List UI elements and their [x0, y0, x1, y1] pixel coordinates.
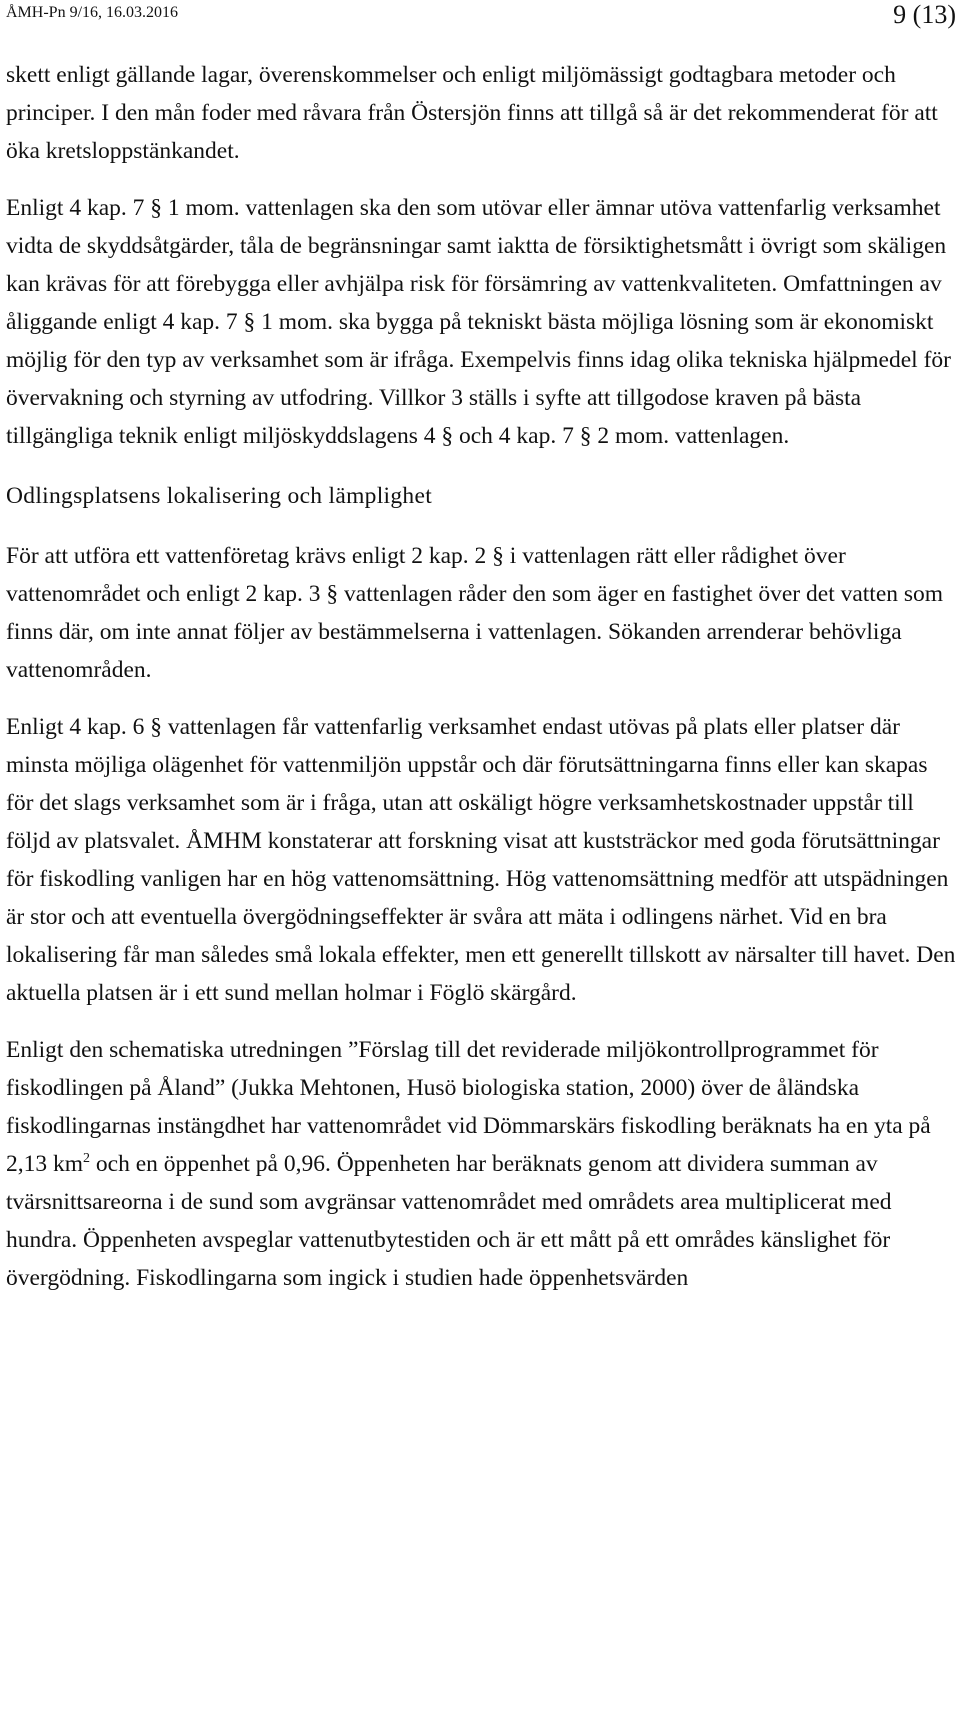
paragraph-vattenlagen-4-7: Enligt 4 kap. 7 § 1 mom. vattenlagen ska den som utövar eller ämnar utöva vattenfarlig verksamhet vidta de skyddsåtgärder, tåla de begränsningar samt iaktta de försiktighetsmått i övrigt som skäligen kan krävas för att förebygga eller avhjälpa risk för försämring av vattenkvaliteten. Omfattningen av åliggande enligt 4 kap. 7 § 1 mom. ska bygga på tekniskt bästa möjliga lösning som är ekonomiskt möjlig för den typ av verksamhet som är ifråga. Exempelvis finns idag olika tekniska hjälpmedel för övervakning och styrning av utfodring. Villkor 3 ställs i syfte att tillgodose kraven på bästa tillgängliga teknik enligt miljöskyddslagens 4 § och 4 kap. 7 § 2 mom. vattenlagen.: [6, 195, 951, 449]
page-header: [6, 0, 956, 40]
document-body: [6, 56, 956, 1297]
paragraph-oppenhet: [6, 1031, 956, 1297]
paragraph-lokalisering: Enligt 4 kap. 6 § vattenlagen får vattenfarlig verksamhet endast utövas på plats eller platser där minsta möjliga olägenhet för vattenmiljön uppstår och där förutsättningarna finns eller kan skapas för det slags verksamhet som är i fråga, utan att oskäligt högre verksamhetskostnader uppstår till följd av platsvalet. ÅMHM konstaterar att forskning visat att kuststräckor med goda förutsättningar för fiskodling vanligen har en hög vattenomsättning. Hög vattenomsättning medför att utspädningen är stor och att eventuella övergödningseffekter är svåra att mäta i odlingens närhet. Vid en bra lokalisering får man således små lokala effekter, men ett generellt tillskott av närsalter till havet. Den aktuella platsen är i ett sund mellan holmar i Föglö skärgård.: [6, 714, 956, 1006]
document-reference: ÅMH-Pn 9/16, 16.03.2016: [6, 4, 179, 21]
paragraph-oppenhet-part2: och en öppenhet på 0,96. Öppenheten har beräknats genom att dividera summan av tvärsnittsareorna i de sund som avgränsar vattenområdet med områdets area multiplicerat med hundra. Öppenheten avspeglar vattenutbytestiden och är ett mått på ett områdes känslighet för övergödning. Fiskodlingarna som ingick i studien hade öppenhetsvärden: [6, 1151, 892, 1291]
paragraph-vattenforetag: För att utföra ett vattenföretag krävs enligt 2 kap. 2 § i vattenlagen rätt eller rådighet över vattenområdet och enligt 2 kap. 3 § vattenlagen råder den som äger en fastighet över det vatten som finns där, om inte annat följer av bestämmelserna i vattenlagen. Sökanden arrenderar behövliga vattenområden.: [6, 543, 944, 683]
paragraph-continued: skett enligt gällande lagar, överenskommelser och enligt miljömässigt godtagbara metoder och principer. I den mån foder med råvara från Östersjön finns att tillgå så är det rekommenderat för att öka kretsloppstänkandet.: [6, 62, 938, 164]
section-heading: Odlingsplatsens lokalisering och lämplighet: [6, 483, 433, 509]
paragraph-oppenhet-part1: Enligt den schematiska utredningen ”Förslag till det reviderade miljökontrollprogrammet för fiskodlingen på Åland” (Jukka Mehtonen, Husö biologiska station, 2000) över de åländska fiskodlingarnas instängdhet har vattenområdet vid Dömmarskärs fiskodling beräknats ha en yta på 2,13 km: [6, 1037, 931, 1177]
superscript-squared: 2: [83, 1151, 91, 1166]
page-number: 9 (13): [893, 0, 956, 29]
